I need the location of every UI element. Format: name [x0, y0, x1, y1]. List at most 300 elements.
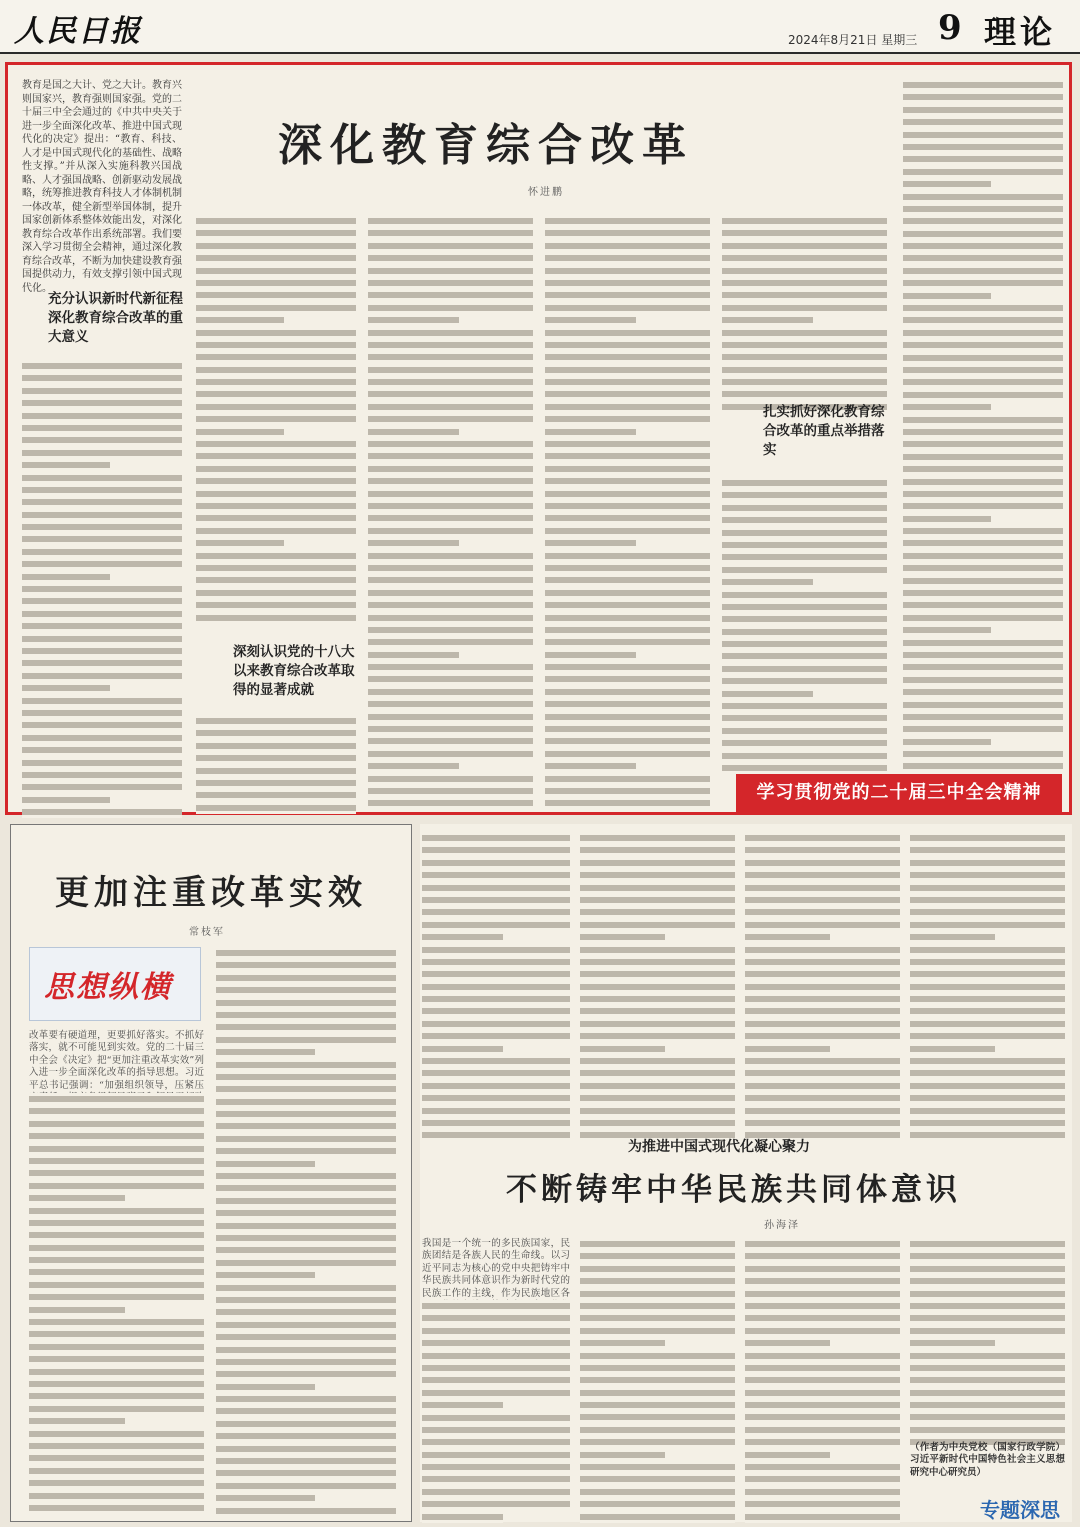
body-text-column — [22, 360, 182, 810]
series-banner: 学习贯彻党的二十届三中全会精神 — [736, 774, 1062, 812]
body-text-line — [545, 624, 710, 636]
body-text-line — [745, 1043, 830, 1055]
article-lead-paragraph: 改革要有硬道理，更要抓好落实。不抓好落实，就不可能见到实效。党的二十届三中全会《决定》把“更加注重改革实效”列入进一步全面深化改革的指导思想。习近平总书记强调：“加强组织领导，压紧压 — [29, 1030, 204, 1091]
body-text-line — [422, 1337, 570, 1349]
body-text-line — [903, 215, 1063, 227]
body-text-line — [745, 919, 900, 931]
body-text-line — [216, 1356, 396, 1368]
section-heading-2: 深刻认识党的十八大以来教育综合改革取得的显著成就 — [233, 644, 355, 698]
article-byline: 孙海泽 — [764, 1220, 800, 1231]
body-text-line — [903, 364, 1063, 376]
body-text-line — [22, 707, 182, 719]
body-text-line — [745, 1399, 900, 1411]
body-text-line — [29, 1155, 204, 1167]
body-text-line — [903, 141, 1063, 153]
body-text-line — [745, 1067, 900, 1079]
body-text-line — [368, 475, 533, 487]
body-text-line — [196, 715, 356, 727]
body-text-line — [745, 981, 900, 993]
body-text-line — [22, 633, 182, 645]
body-text-line — [580, 956, 735, 968]
body-text-line — [545, 376, 710, 388]
body-text-line — [422, 1511, 503, 1523]
body-text-line — [545, 537, 636, 549]
body-text-line — [545, 289, 710, 301]
body-text-line — [29, 1205, 204, 1217]
body-text-line — [903, 153, 1063, 165]
body-text-line — [216, 1182, 396, 1194]
body-text-line — [580, 894, 735, 906]
body-text-line — [580, 1312, 735, 1324]
body-text-line — [29, 1229, 204, 1241]
body-text-line — [580, 1067, 735, 1079]
body-text-line — [196, 277, 356, 289]
body-text-line — [722, 240, 887, 252]
body-text-line — [216, 1368, 396, 1380]
body-text-line — [722, 650, 887, 662]
body-text-line — [545, 450, 710, 462]
body-text-line — [545, 314, 636, 326]
body-text-line — [903, 513, 991, 525]
body-text-line — [422, 1325, 570, 1337]
body-text-line — [22, 372, 182, 384]
body-text-line — [545, 599, 710, 611]
body-text-line — [196, 351, 356, 363]
body-text-line — [216, 1145, 396, 1157]
body-text-line — [910, 1129, 1065, 1141]
body-text-line — [196, 252, 356, 264]
article-byline: 怀进鹏 — [528, 187, 564, 198]
body-text-line — [422, 919, 570, 931]
body-text-line — [29, 1452, 204, 1464]
body-text-line — [722, 688, 813, 700]
body-text-line — [196, 488, 356, 500]
body-text-line — [722, 289, 887, 301]
body-text-line — [29, 1390, 204, 1402]
body-text-line — [29, 1254, 204, 1266]
body-text-line — [580, 1436, 735, 1448]
body-text-line — [545, 426, 636, 438]
body-text-line — [903, 414, 1063, 426]
body-text-line — [216, 1294, 396, 1306]
body-text-line — [580, 1263, 735, 1275]
body-text-line — [580, 1325, 735, 1337]
article-lead-paragraph: 教育是国之大计、党之大计。教育兴则国家兴，教育强则国家强。党的二十届三中全会通过的《中共中央关于进一步全面深化改革、推进中国式现代化的决定》提出：“教育、科技、人才是中国式现代化的基础性、战略性支撑。”并从深入实施科教兴国战略、人才强国战略、创新驱动发展战略，统筹推进教育科技人才体制机制一体改革，健全新型举国体制，提升国家创新体系整体效能出发，对深化教育综合改革作出系统部署。我们要深入学习贯彻全会精神，通过深化教育综合改革，不断为加快建设教育强国提供动力，有效支撑引领中国式现代化。 — [22, 80, 182, 294]
body-text-line — [22, 769, 182, 781]
body-text-line — [580, 1005, 735, 1017]
body-text-line — [903, 314, 1063, 326]
column-logo-text: 思想纵横 — [44, 970, 172, 1005]
body-text-line — [745, 1325, 900, 1337]
body-text-line — [196, 339, 356, 351]
body-text-line — [722, 302, 887, 314]
body-text-line — [745, 1263, 900, 1275]
body-text-line — [910, 1080, 1065, 1092]
body-text-line — [368, 438, 533, 450]
body-text-line — [216, 997, 396, 1009]
body-text-line — [216, 1096, 396, 1108]
body-text-line — [422, 869, 570, 881]
body-text-line — [216, 1083, 396, 1095]
article-kicker: 为推进中国式现代化凝心聚力 — [628, 1139, 810, 1155]
body-text-line — [545, 215, 710, 227]
body-text-line — [196, 525, 356, 537]
body-text-line — [216, 1207, 396, 1219]
body-text-line — [22, 670, 182, 682]
body-text-line — [580, 1238, 735, 1250]
body-text-line — [29, 1415, 125, 1427]
body-text-line — [903, 760, 1063, 772]
body-text-line — [216, 1492, 315, 1504]
body-text-column — [368, 215, 533, 810]
body-text-line — [745, 1117, 900, 1129]
body-text-line — [29, 1167, 204, 1179]
body-text-line — [910, 931, 995, 943]
body-text-line — [722, 725, 887, 737]
body-text-line — [368, 302, 533, 314]
body-text-line — [29, 1378, 204, 1390]
body-text-line — [745, 1030, 900, 1042]
body-text-line — [745, 844, 900, 856]
body-text-line — [722, 388, 887, 400]
body-text-line — [368, 636, 533, 648]
body-text-line — [22, 397, 182, 409]
body-text-line — [422, 1374, 570, 1386]
body-text-line — [368, 240, 533, 252]
body-text-line — [903, 562, 1063, 574]
body-text-line — [745, 894, 900, 906]
body-text-line — [910, 882, 1065, 894]
body-text-line — [216, 1232, 396, 1244]
body-text-line — [422, 894, 570, 906]
body-text-line — [722, 327, 887, 339]
body-text-line — [910, 857, 1065, 869]
body-text-line — [368, 537, 459, 549]
body-text-line — [22, 521, 182, 533]
body-text-line — [22, 385, 182, 397]
body-text-line — [903, 624, 991, 636]
body-text-line — [545, 277, 710, 289]
body-text-line — [903, 228, 1063, 240]
body-text-line — [216, 1505, 396, 1517]
body-text-line — [903, 327, 1063, 339]
body-text-line — [22, 781, 182, 793]
body-text-line — [216, 972, 396, 984]
body-text-line — [29, 1316, 204, 1328]
body-text-line — [196, 240, 356, 252]
body-text-line — [545, 488, 710, 500]
body-text-line — [368, 401, 533, 413]
body-text-line — [903, 252, 1063, 264]
body-text-line — [196, 388, 356, 400]
body-text-line — [196, 475, 356, 487]
body-text-line — [29, 1143, 204, 1155]
body-text-line — [422, 993, 570, 1005]
body-text-line — [722, 700, 887, 712]
article-reform-effectiveness[interactable] — [10, 824, 412, 1522]
body-text-line — [910, 968, 1065, 980]
body-text-line — [745, 956, 900, 968]
body-text-line — [745, 1288, 900, 1300]
body-text-line — [545, 797, 710, 809]
body-text-line — [910, 1250, 1065, 1262]
body-text-line — [368, 277, 533, 289]
body-text-line — [216, 1455, 396, 1467]
body-text-line — [580, 1092, 735, 1104]
body-text-line — [368, 711, 533, 723]
body-text-line — [545, 364, 710, 376]
body-text-line — [580, 1374, 735, 1386]
body-text-line — [422, 832, 570, 844]
body-text-line — [545, 475, 710, 487]
body-text-line — [580, 981, 735, 993]
body-text-line — [722, 564, 887, 576]
body-text-line — [29, 1428, 204, 1440]
article-national-unity[interactable] — [420, 824, 1072, 1522]
body-text-line — [422, 1424, 570, 1436]
body-text-line — [29, 1118, 204, 1130]
body-text-line — [903, 104, 1063, 116]
body-text-line — [368, 723, 533, 735]
body-text-line — [722, 638, 887, 650]
body-text-line — [903, 463, 1063, 475]
body-text-line — [545, 388, 710, 400]
body-text-line — [368, 364, 533, 376]
body-text-column — [545, 215, 710, 810]
body-text-line — [722, 265, 887, 277]
body-text-line — [368, 773, 533, 785]
body-text-line — [745, 1055, 900, 1067]
body-text-line — [368, 673, 533, 685]
body-text-line — [910, 894, 1065, 906]
body-text-line — [29, 1242, 204, 1254]
body-text-line — [22, 509, 182, 521]
body-text-line — [196, 612, 356, 624]
body-text-line — [422, 1018, 570, 1030]
body-text-line — [903, 699, 1063, 711]
body-text-line — [745, 1498, 900, 1510]
body-text-line — [910, 844, 1065, 856]
body-text-line — [368, 265, 533, 277]
body-text-line — [368, 289, 533, 301]
body-text-line — [580, 1387, 735, 1399]
body-text-line — [216, 1269, 315, 1281]
body-text-line — [545, 562, 710, 574]
body-text-line — [368, 550, 533, 562]
body-text-line — [580, 906, 735, 918]
body-text-line — [216, 1046, 315, 1058]
body-text-line — [545, 240, 710, 252]
body-text-line — [903, 339, 1063, 351]
body-text-line — [29, 1093, 204, 1105]
body-text-line — [903, 166, 1063, 178]
body-text-line — [903, 116, 1063, 128]
body-text-line — [903, 637, 1063, 649]
body-text-line — [368, 562, 533, 574]
body-text-line — [196, 450, 356, 462]
body-text-line — [745, 1250, 900, 1262]
body-text-column — [722, 215, 887, 405]
body-text-line — [903, 575, 1063, 587]
body-text-line — [903, 91, 1063, 103]
body-text-line — [745, 1238, 900, 1250]
body-text-line — [545, 512, 710, 524]
body-text-line — [903, 376, 1063, 388]
body-text-line — [422, 1005, 570, 1017]
body-text-line — [29, 1328, 204, 1340]
body-text-line — [29, 1366, 204, 1378]
body-text-line — [722, 675, 887, 687]
body-text-line — [29, 1279, 204, 1291]
body-text-line — [745, 869, 900, 881]
body-text-line — [745, 1486, 900, 1498]
body-text-line — [580, 1511, 735, 1523]
body-text-line — [196, 752, 356, 764]
body-text-line — [745, 1436, 900, 1448]
body-text-line — [368, 574, 533, 586]
body-text-line — [545, 649, 636, 661]
section-title: 理论 — [984, 13, 1057, 51]
article-education-reform[interactable] — [5, 62, 1072, 815]
body-text-line — [368, 512, 533, 524]
body-text-line — [22, 806, 182, 818]
body-text-line — [580, 1117, 735, 1129]
body-text-line — [22, 484, 182, 496]
body-text-line — [545, 574, 710, 586]
body-text-line — [903, 277, 1063, 289]
body-text-line — [216, 1393, 396, 1405]
body-text-line — [29, 1465, 204, 1477]
body-text-line — [196, 562, 356, 574]
body-text-line — [368, 450, 533, 462]
body-text-line — [580, 919, 735, 931]
body-text-line — [722, 489, 887, 501]
body-text-line — [29, 1490, 204, 1502]
body-text-line — [29, 1291, 204, 1303]
body-text-line — [368, 463, 533, 475]
body-text-column — [745, 832, 900, 1132]
body-text-line — [910, 1350, 1065, 1362]
body-text-line — [722, 551, 887, 563]
body-text-line — [903, 240, 1063, 252]
body-text-line — [196, 587, 356, 599]
body-text-line — [545, 351, 710, 363]
body-text-line — [22, 360, 182, 372]
body-text-line — [910, 1105, 1065, 1117]
body-text-line — [545, 252, 710, 264]
body-text-line — [368, 748, 533, 760]
body-text-line — [422, 1030, 570, 1042]
body-text-line — [216, 1059, 396, 1071]
body-text-line — [745, 1105, 900, 1117]
body-text-line — [368, 698, 533, 710]
body-text-line — [910, 1275, 1065, 1287]
body-text-line — [580, 1486, 735, 1498]
body-text-line — [545, 327, 710, 339]
body-text-line — [722, 502, 887, 514]
body-text-line — [22, 608, 182, 620]
body-text-line — [580, 1105, 735, 1117]
body-text-line — [580, 1288, 735, 1300]
body-text-line — [910, 1005, 1065, 1017]
body-text-line — [196, 302, 356, 314]
article-byline: 常枝军 — [189, 927, 225, 938]
body-text-line — [368, 735, 533, 747]
body-text-line — [368, 314, 459, 326]
body-text-line — [722, 364, 887, 376]
body-text-line — [368, 797, 533, 809]
body-text-line — [422, 1129, 570, 1141]
body-text-line — [745, 857, 900, 869]
body-text-line — [29, 1105, 204, 1117]
body-text-line — [22, 533, 182, 545]
body-text-column — [903, 79, 1063, 769]
body-text-line — [580, 1018, 735, 1030]
body-text-line — [910, 906, 1065, 918]
body-text-line — [29, 1192, 125, 1204]
body-text-line — [722, 737, 887, 749]
body-text-line — [422, 1399, 503, 1411]
body-text-line — [22, 794, 110, 806]
body-text-line — [910, 1117, 1065, 1129]
body-text-line — [910, 1018, 1065, 1030]
body-text-line — [196, 802, 356, 814]
body-text-line — [745, 1449, 830, 1461]
body-text-line — [910, 1263, 1065, 1275]
body-text-line — [722, 252, 887, 264]
body-text-line — [903, 537, 1063, 549]
body-text-line — [216, 1195, 396, 1207]
body-text-line — [368, 760, 459, 772]
body-text-line — [196, 289, 356, 301]
body-text-column — [910, 832, 1065, 1132]
body-text-line — [196, 265, 356, 277]
body-text-line — [22, 620, 182, 632]
body-text-line — [722, 613, 887, 625]
body-text-line — [745, 1337, 830, 1349]
body-text-line — [29, 1477, 204, 1489]
body-text-line — [580, 844, 735, 856]
body-text-column — [196, 715, 356, 810]
body-text-line — [580, 1362, 735, 1374]
body-text-line — [903, 401, 991, 413]
body-text-line — [422, 1362, 570, 1374]
body-text-line — [580, 882, 735, 894]
body-text-column — [422, 1300, 570, 1514]
body-text-line — [745, 993, 900, 1005]
body-text-line — [580, 1337, 665, 1349]
body-text-line — [580, 1411, 735, 1423]
body-text-line — [580, 1055, 735, 1067]
body-text-line — [422, 906, 570, 918]
body-text-line — [22, 459, 110, 471]
body-text-line — [903, 500, 1063, 512]
body-text-line — [22, 583, 182, 595]
body-text-line — [216, 1158, 315, 1170]
body-text-line — [910, 1238, 1065, 1250]
body-text-line — [903, 686, 1063, 698]
page-number: 9 — [938, 8, 962, 48]
body-text-line — [903, 451, 1063, 463]
article-title: 更加注重改革实效 — [55, 873, 367, 913]
body-text-line — [422, 1092, 570, 1104]
body-text-line — [545, 587, 710, 599]
body-text-line — [422, 1350, 570, 1362]
body-text-line — [216, 1220, 396, 1232]
body-text-line — [722, 539, 887, 551]
body-text-line — [216, 1319, 396, 1331]
body-text-line — [580, 1275, 735, 1287]
